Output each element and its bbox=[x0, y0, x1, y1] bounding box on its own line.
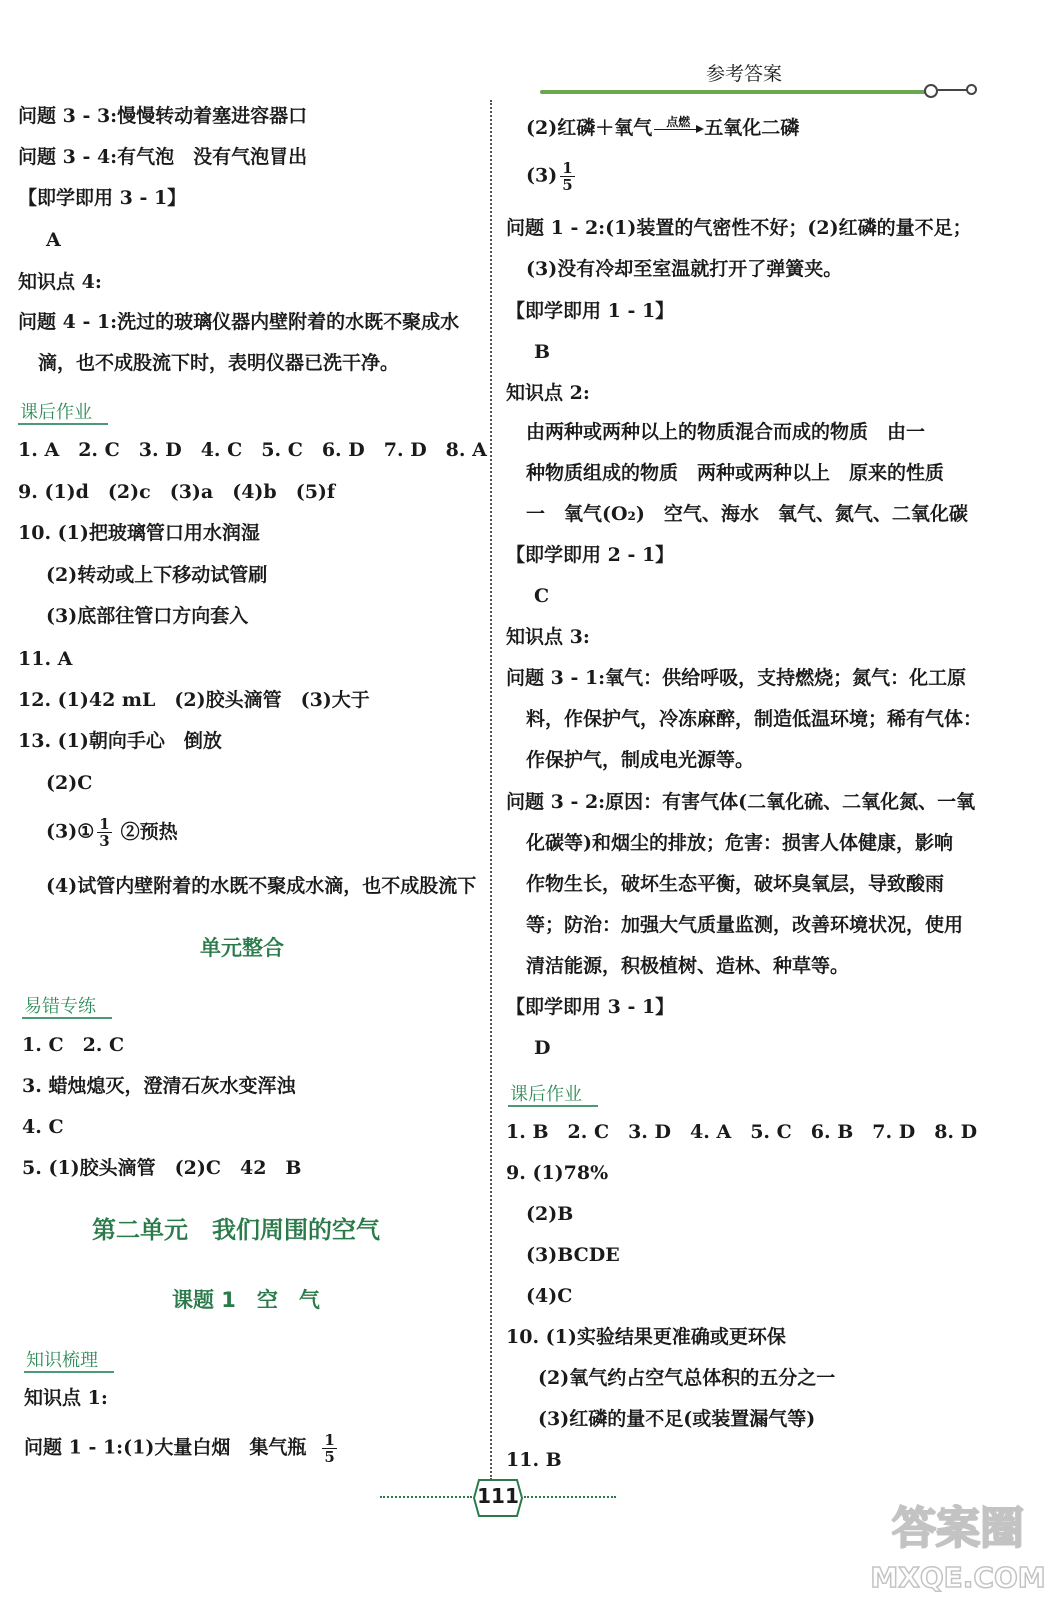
answer-text: 问题 1 - 1:(1)大量白烟 集气瓶 bbox=[24, 1436, 307, 1459]
fraction-numerator: 1 bbox=[99, 815, 110, 833]
answer-text: (3)① bbox=[46, 820, 95, 843]
answer-line: (3)红磷的量不足(或装置漏气等) bbox=[538, 1408, 816, 1430]
answer-line: (4)试管内壁附着的水既不聚成水滴，也不成股流下 bbox=[46, 875, 477, 897]
answer-line: 料，作保护气，冷冻麻醉，制造低温环境；稀有气体： bbox=[526, 708, 983, 730]
answer-line: 清洁能源，积极植树、造林、种草等。 bbox=[526, 955, 850, 977]
answer-line: (2)C bbox=[46, 772, 93, 794]
answer-line: 1. A 2. C 3. D 4. C 5. C 6. D 7. D 8. A bbox=[18, 439, 487, 461]
fraction-numerator: 1 bbox=[562, 159, 573, 177]
answer-line: 问题 4 - 1:洗过的玻璃仪器内壁附着的水既不聚成水 bbox=[18, 311, 460, 333]
answer-line: 4. C bbox=[22, 1116, 64, 1138]
answer-line: 问题 3 - 1:氧气：供给呼吸，支持燃烧；氮气：化工原 bbox=[506, 667, 967, 689]
fraction-numerator: 1 bbox=[324, 1431, 335, 1449]
unit-title: 第二单元 我们周围的空气 bbox=[92, 1216, 380, 1244]
lesson-title: 课题 1 空 气 bbox=[172, 1288, 320, 1312]
answer-line: C bbox=[534, 585, 550, 607]
answer-line: 11. B bbox=[506, 1449, 562, 1471]
knowledge-point-heading: 知识点 2: bbox=[506, 382, 590, 404]
answer-line: 问题 3 - 4:有气泡 没有气泡冒出 bbox=[18, 146, 308, 168]
answer-line: (4)C bbox=[526, 1285, 573, 1307]
reaction-arrow bbox=[652, 114, 704, 142]
answer-line-fraction bbox=[24, 1432, 340, 1465]
fraction bbox=[322, 1432, 336, 1465]
answer-line: 12. (1)42 mL (2)胶头滴管 (3)大于 bbox=[18, 689, 370, 711]
header-circle-right bbox=[966, 84, 977, 95]
watermark-logo bbox=[868, 1495, 1048, 1595]
answer-line: 滴，也不成股流下时，表明仪器已洗干净。 bbox=[38, 352, 400, 374]
fraction-denominator: 5 bbox=[324, 1448, 335, 1466]
answer-line: (2)氧气约占空气总体积的五分之一 bbox=[538, 1367, 836, 1389]
knowledge-point-heading: 知识点 4: bbox=[18, 271, 102, 293]
column-divider bbox=[490, 100, 492, 1480]
answer-line-equation bbox=[526, 114, 799, 142]
section-underline bbox=[22, 1017, 112, 1019]
answer-line: 化碳等)和烟尘的排放；危害：损害人体健康，影响 bbox=[526, 832, 953, 854]
page-number-dots-right bbox=[524, 1496, 616, 1498]
answer-line: 3. 蜡烛熄灭，澄清石灰水变浑浊 bbox=[22, 1075, 296, 1097]
answer-line: 作物生长，破坏生态平衡，破坏臭氧层，导致酸雨 bbox=[526, 873, 945, 895]
page-number: 111 bbox=[477, 1484, 519, 1508]
section-underline bbox=[508, 1105, 598, 1107]
answer-line: 问题 3 - 3:慢慢转动着塞进容器口 bbox=[18, 105, 308, 127]
answer-line: 13. (1)朝向手心 倒放 bbox=[18, 730, 222, 752]
section-label-knowledge-review: 知识梳理 bbox=[26, 1350, 98, 1371]
answer-line: B bbox=[534, 341, 551, 363]
answer-line: 9. (1)d (2)c (3)a (4)b (5)f bbox=[18, 481, 336, 503]
section-label-homework: 课后作业 bbox=[510, 1084, 582, 1105]
answer-line: 1. C 2. C bbox=[22, 1034, 125, 1056]
page-header-title: 参考答案 bbox=[706, 63, 783, 85]
knowledge-point-heading: 知识点 3: bbox=[506, 626, 590, 648]
answer-text: 五氧化二磷 bbox=[704, 117, 800, 139]
fraction bbox=[560, 160, 574, 193]
answer-line: (3)底部往管口方向套入 bbox=[46, 605, 249, 627]
answer-line: 问题 3 - 2:原因：有害气体(二氧化硫、二氧化氮、一氧 bbox=[506, 791, 976, 813]
answer-line: 10. (1)把玻璃管口用水润湿 bbox=[18, 522, 260, 544]
answer-line: 作保护气，制成电光源等。 bbox=[526, 749, 755, 771]
fraction-denominator: 3 bbox=[99, 832, 110, 850]
practice-heading: 【即学即用 3 - 1】 bbox=[506, 996, 675, 1018]
answer-line: 由两种或两种以上的物质混合而成的物质 由一 bbox=[526, 421, 926, 443]
section-underline bbox=[24, 1371, 114, 1373]
section-label-homework: 课后作业 bbox=[20, 402, 92, 423]
unit-summary-title: 单元整合 bbox=[200, 936, 284, 960]
answer-text: (3) bbox=[526, 164, 558, 187]
reaction-condition: 点燃 bbox=[666, 115, 691, 129]
watermark-logo-chars: 答案圈 bbox=[892, 1503, 1024, 1554]
answer-text: ②预热 bbox=[120, 820, 178, 843]
answer-line: 问题 1 - 2:(1)装置的气密性不好；(2)红磷的量不足； bbox=[506, 217, 972, 239]
answer-line: 11. A bbox=[18, 648, 73, 670]
answer-line: (3)BCDE bbox=[526, 1244, 620, 1266]
answer-line: 10. (1)实验结果更准确或更环保 bbox=[506, 1326, 786, 1348]
section-underline bbox=[18, 423, 108, 425]
answer-text: (2)红磷＋氧气 bbox=[526, 117, 653, 139]
knowledge-point-heading: 知识点 1: bbox=[24, 1387, 108, 1409]
answer-line-fraction bbox=[526, 160, 578, 193]
page-number-dots-left bbox=[380, 1496, 472, 1498]
watermark-text: MXQE.COM bbox=[870, 1561, 1046, 1594]
answer-line: (2)B bbox=[526, 1203, 574, 1225]
answer-line: 9. (1)78% bbox=[506, 1162, 609, 1184]
answer-line: 等；防治：加强大气质量监测，改善环境状况，使用 bbox=[526, 914, 964, 936]
answer-line: D bbox=[534, 1037, 551, 1059]
header-tail bbox=[938, 89, 968, 91]
answer-line: (3)没有冷却至室温就打开了弹簧夹。 bbox=[526, 258, 843, 280]
answer-line: 1. B 2. C 3. D 4. A 5. C 6. B 7. D 8. D bbox=[506, 1121, 978, 1143]
practice-heading: 【即学即用 1 - 1】 bbox=[506, 300, 675, 322]
answer-line-fraction bbox=[46, 816, 178, 849]
answer-line: A bbox=[46, 229, 61, 251]
answer-line: 一 氧气(O₂) 空气、海水 氧气、氮气、二氧化碳 bbox=[526, 503, 968, 525]
header-circle-left bbox=[924, 84, 938, 98]
practice-heading: 【即学即用 2 - 1】 bbox=[506, 544, 675, 566]
answer-line: 5. (1)胶头滴管 (2)C 42 B bbox=[22, 1157, 302, 1179]
fraction bbox=[97, 816, 111, 849]
fraction-denominator: 5 bbox=[562, 176, 573, 194]
practice-heading: 【即学即用 3 - 1】 bbox=[18, 187, 187, 209]
answer-line: (2)转动或上下移动试管刷 bbox=[46, 564, 268, 586]
answer-line: 种物质组成的物质 两种或两种以上 原来的性质 bbox=[526, 462, 945, 484]
section-label-error-practice: 易错专练 bbox=[24, 996, 96, 1017]
header-bar bbox=[540, 90, 928, 94]
